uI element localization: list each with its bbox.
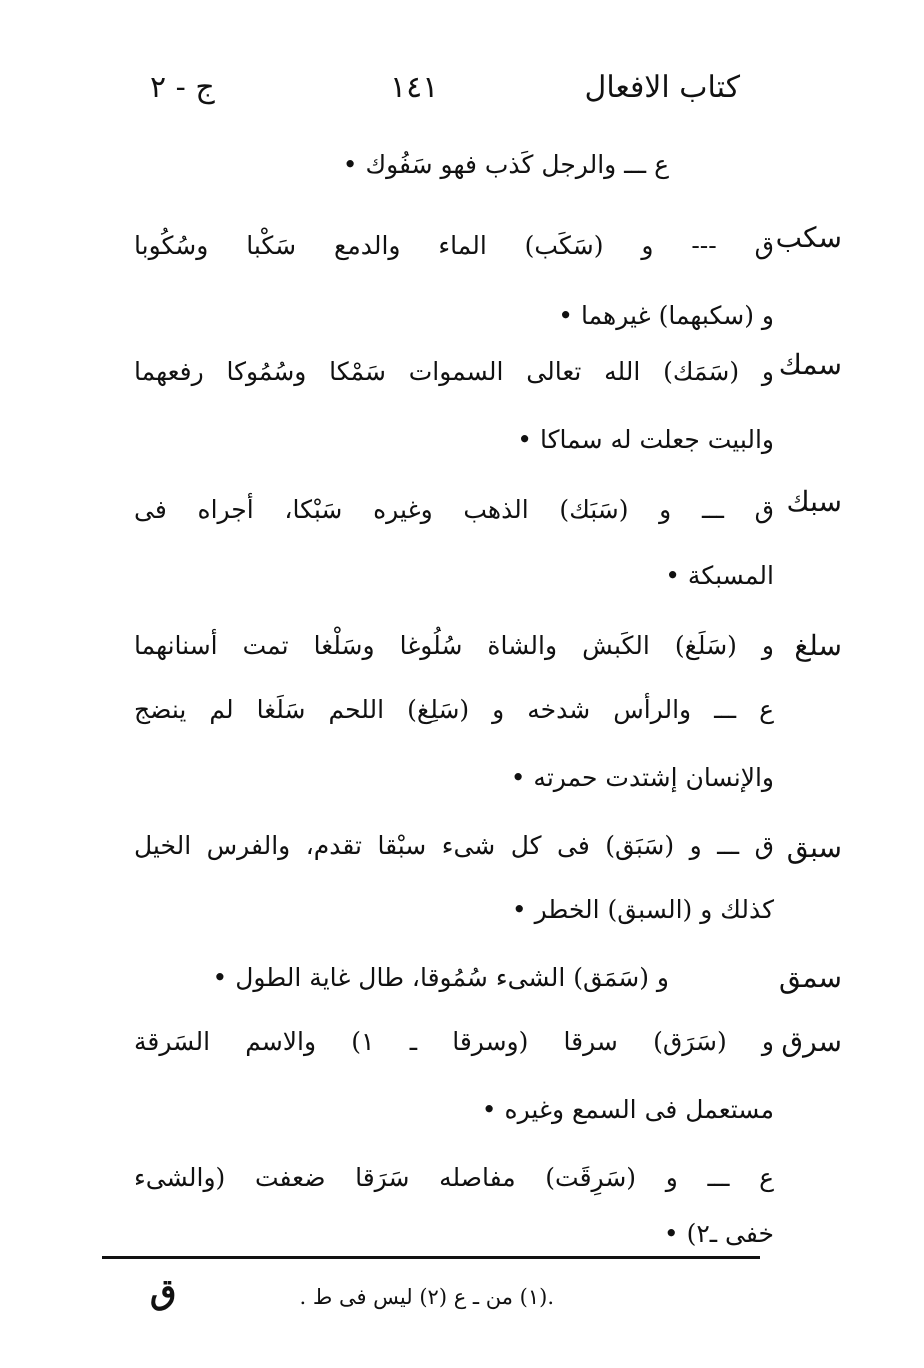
book-title: كتاب الافعال <box>584 70 740 105</box>
entry-line: و (سَمَك) الله تعالى السموات سَمْكا وسُمُوكا رفعهما <box>134 357 774 386</box>
entry-line: و (سَرَق) سرقا (وسرقا ـ ١) والاسم السَرقة <box>134 1027 774 1056</box>
headword: سرق <box>781 1025 842 1058</box>
headword: سبك <box>786 485 842 518</box>
entry-line: والإنسان إشتدت حمرته • <box>510 763 774 792</box>
entry-line: والبيت جعلت له سماكا • <box>517 425 774 454</box>
volume-label: ج - ٢ <box>150 70 215 105</box>
headword: سلغ <box>794 629 842 662</box>
headword: سمك <box>778 348 842 381</box>
entry-line: ق --- و (سَكَب) الماء والدمع سَكْبا وسُكُوبا <box>134 231 774 260</box>
catchword: ق <box>150 1272 177 1312</box>
headword: سمق <box>779 961 842 994</box>
entry-line: المسبكة • <box>665 561 774 590</box>
entry-line: كذلك و (السبق) الخطر • <box>511 895 774 924</box>
page-header <box>130 70 740 120</box>
entry-line: و (سَلَغ) الكَبش والشاة سُلُوغا وسَلْغا تمت أسنانهما <box>134 631 774 660</box>
entry-line: خفى ـ٢) • <box>663 1219 774 1248</box>
entry-line: مستعمل فى السمع وغيره • <box>481 1095 774 1124</box>
entry-line: و (سَمَق) الشىء سُمُوقا، طال غاية الطول • <box>212 963 669 992</box>
entry-line: ق ـــ و (سَبَق) فى كل شىء سبْقا تقدم، والفرس الخيل <box>134 831 774 860</box>
headword: سبق <box>786 831 842 864</box>
footnote: .(١) من ـ ع (٢) ليس فى ط . <box>299 1285 554 1309</box>
page-number: ١٤١ <box>390 70 439 105</box>
footnote-rule <box>102 1256 760 1259</box>
entry-line: ع ـــ و (سَرِقَت) مفاصله سَرَقا ضعفت (والشىء <box>134 1163 774 1192</box>
headword: سكب <box>775 221 842 254</box>
entry-line: ق ـــ و (سَبَك) الذهب وغيره سَبْكا، أجراه فى <box>134 495 774 524</box>
entry-line: ع ـــ والرأس شدخه و (سَلِغ) اللحم سَلَغا لم ينضج <box>134 695 774 724</box>
entry-line: ع ـــ والرجل كَذب فهو سَفُوك • <box>342 150 669 179</box>
entry-line: و (سكبهما) غيرهما • <box>558 301 774 330</box>
